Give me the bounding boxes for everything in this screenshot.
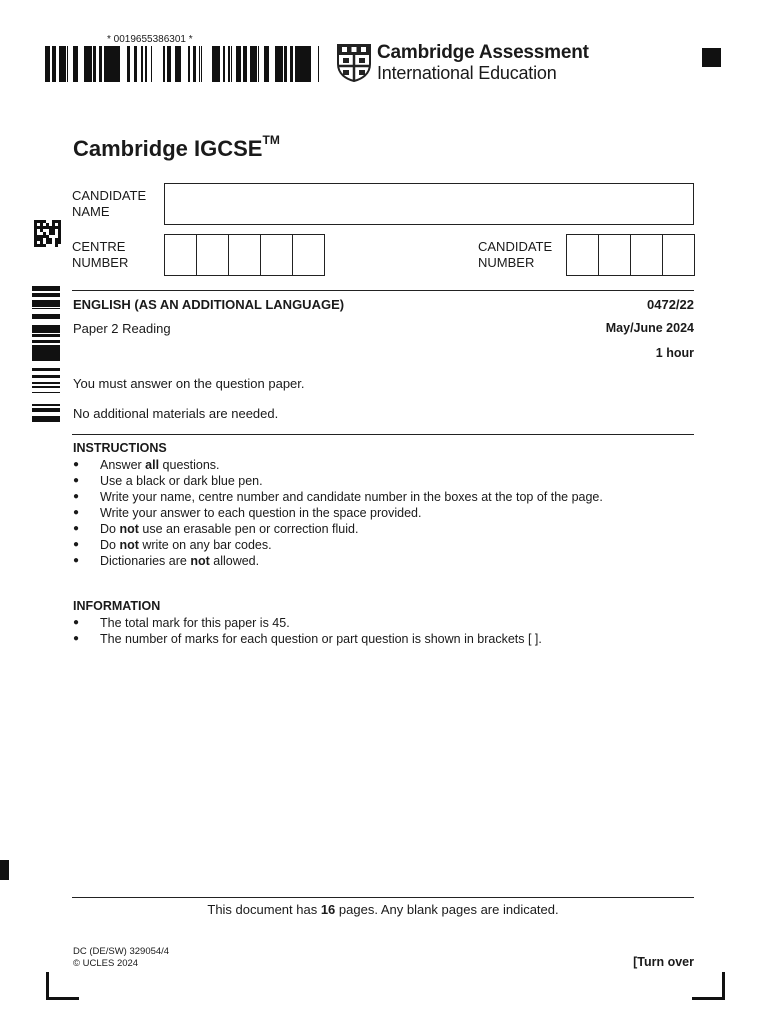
list-item [73,489,603,505]
candidate-number-label-line-1: CANDIDATE [478,239,553,254]
reference-code: DC (DE/SW) 329054/4 [73,946,170,957]
digit-box[interactable] [165,235,197,275]
candidate-name-label-line-2: NAME [72,204,110,219]
page-count: 16 [320,902,336,917]
barcode-number: * 0019655386301 * [107,34,193,45]
registration-mark [702,48,721,67]
logo-line-2: International Education [377,63,557,83]
instructions-heading: INSTRUCTIONS [73,441,167,455]
item-text: Dictionaries are [100,554,191,568]
candidate-number-field[interactable] [566,234,695,276]
item-emphasis: not [119,522,139,536]
title-text: Cambridge IGCSE [73,136,263,161]
information-list [73,615,542,647]
digit-box[interactable] [567,235,599,275]
page-count-text: pages. Any blank pages are indicated. [335,902,559,917]
trademark: TM [262,132,280,147]
turn-over: [Turn over [633,955,694,969]
digit-box[interactable] [293,235,324,275]
item-text: Write your name, centre number and candidate number in the boxes at the top of the page. [100,490,603,504]
list-item [73,553,603,569]
centre-number-label-line-1: CENTRE [72,239,126,254]
digit-box[interactable] [229,235,261,275]
document-reference [73,946,169,970]
footer-divider [72,897,694,898]
item-text: Do [100,538,120,552]
exam-session: May/June 2024 [605,321,694,335]
digit-box[interactable] [631,235,663,275]
duration: 1 hour [655,346,694,360]
list-item [73,537,603,553]
information-heading: INFORMATION [73,599,161,613]
list-item [73,457,603,473]
component-code: 0472/22 [647,297,694,312]
item-text: write on any bar codes. [138,538,272,552]
instructions-list [73,457,603,569]
digit-box[interactable] [197,235,229,275]
page-count-text: This document has [207,902,321,917]
copyright: © UCLES 2024 [73,958,139,969]
item-emphasis: not [119,538,139,552]
qr-code [34,220,61,247]
item-text: Write your answer to each question in the space provided. [100,506,422,520]
candidate-number-label-line-2: NUMBER [478,255,535,270]
top-barcode [45,46,319,82]
list-item: ● The total mark for this paper is 45. [73,615,542,631]
item-text: use an erasable pen or correction fluid. [138,522,359,536]
requirement-text: You must answer on the question paper. [73,376,305,391]
shield-icon [337,44,371,82]
centre-number-field[interactable] [164,234,325,276]
page-title [73,132,280,162]
subject: ENGLISH (AS AN ADDITIONAL LANGUAGE) [73,297,345,312]
page-count-note [72,902,694,917]
divider [72,290,694,291]
digit-box[interactable] [663,235,694,275]
side-registration-mark [0,860,9,880]
item-text: allowed. [209,554,260,568]
candidate-name-field[interactable] [164,183,694,225]
item-emphasis: all [145,458,160,472]
digit-box[interactable] [599,235,631,275]
divider [72,434,694,435]
item-text: Do [100,522,120,536]
list-item [73,505,603,521]
list-item [73,521,603,537]
item-emphasis: not [190,554,210,568]
crop-mark [692,972,725,1000]
centre-number-label [72,239,128,271]
list-item [73,473,603,489]
item-text: questions. [159,458,220,472]
candidate-name-label-line-1: CANDIDATE [72,188,147,203]
list-item: ● The number of marks for each question or part question is shown in brackets [ ]. [73,631,542,647]
candidate-name-label [72,188,146,220]
item-text: Use a black or dark blue pen. [100,474,263,488]
candidate-number-label [478,239,552,271]
item-text: Answer [100,458,146,472]
paper-name: Paper 2 Reading [73,321,171,336]
requirement-text: No additional materials are needed. [73,406,279,421]
logo-line-1: Cambridge Assessment [377,42,589,63]
centre-number-label-line-2: NUMBER [72,255,129,270]
crop-mark [46,972,79,1000]
digit-box[interactable] [261,235,293,275]
side-barcode [32,286,60,424]
